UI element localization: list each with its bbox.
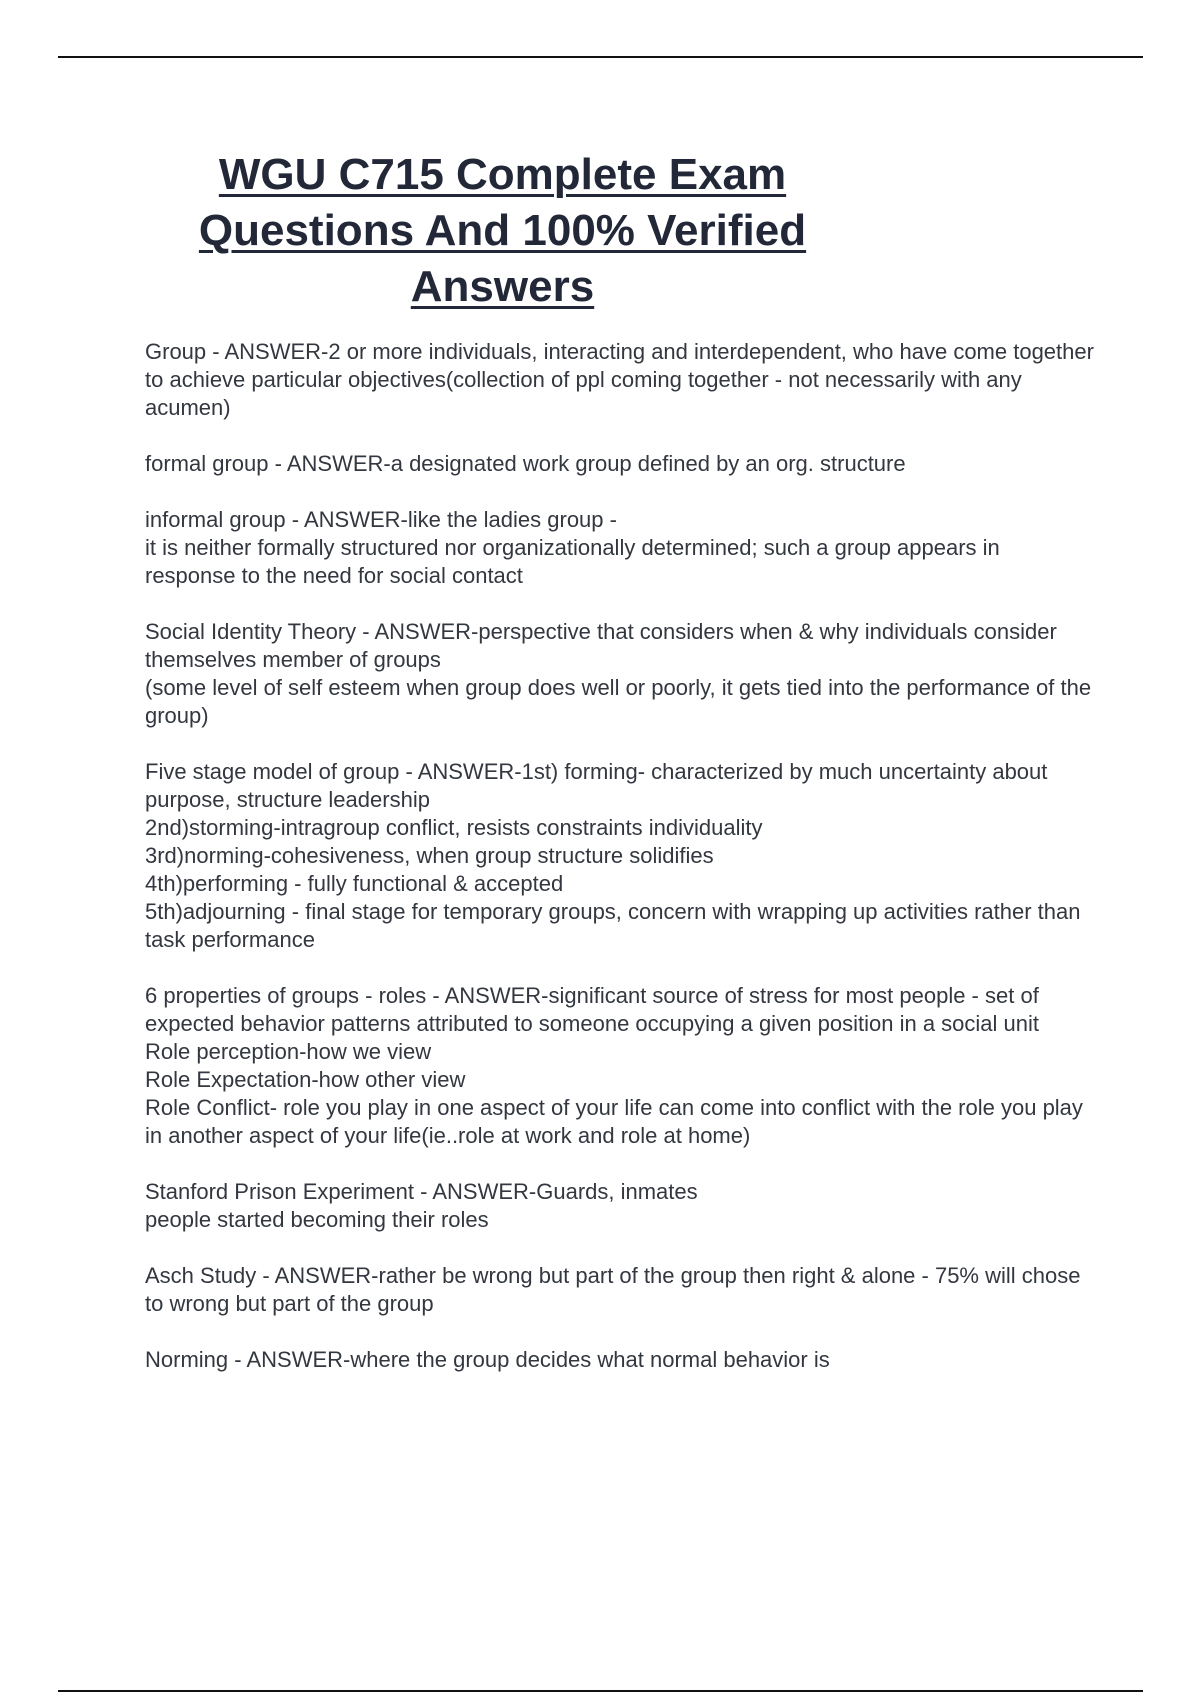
qa-list [145,338,1095,1402]
qa-entry-norming: Norming - ANSWER-where the group decides what normal behavior is [145,1347,830,1372]
title-line-2: Questions And 100% Verified [198,206,807,255]
title-line-1: WGU C715 Complete Exam [218,150,787,199]
qa-entry-stanford-prison: Stanford Prison Experiment - ANSWER-Guards, inmates people started becoming their roles [145,1179,698,1232]
bottom-divider [58,1690,1143,1692]
qa-entry-five-stage-model: Five stage model of group - ANSWER-1st) forming- characterized by much uncertainty about purpose, structure leadership 2nd)storming-intragroup conflict, resists constraints individuality 3rd)norming-cohesiveness, when group structure solidifies 4th)performing - fully functional & accepted 5th)adjourning - final stage for temporary groups, concern with wrapping up activities rather than task performance [145,759,1081,952]
title-line-3: Answers [410,262,595,311]
document-title [150,147,855,315]
qa-entry-formal-group: formal group - ANSWER-a designated work group defined by an org. structure [145,451,906,476]
qa-entry-informal-group: informal group - ANSWER-like the ladies group - it is neither formally structured nor organizationally determined; such a group appears in response to the need for social contact [145,507,1000,588]
qa-entry-group: Group - ANSWER-2 or more individuals, interacting and interdependent, who have come together to achieve particular objectives(collection of ppl coming together - not necessarily with any acumen) [145,339,1094,420]
qa-entry-social-identity-theory: Social Identity Theory - ANSWER-perspective that considers when & why individuals consider themselves member of groups (some level of self esteem when group does well or poorly, it gets tied into the performance of the group) [145,619,1092,728]
qa-entry-asch-study: Asch Study - ANSWER-rather be wrong but part of the group then right & alone - 75% will chose to wrong but part of the group [145,1263,1081,1316]
top-divider [58,56,1143,58]
qa-entry-group-roles: 6 properties of groups - roles - ANSWER-significant source of stress for most people - set of expected behavior patterns attributed to someone occupying a given position in a social unit Role perception-how we view Role Expectation-how other view Role Conflict- role you play in one aspect of your life can come into conflict with the role you play in another aspect of your life(ie..role at work and role at home) [145,983,1083,1148]
